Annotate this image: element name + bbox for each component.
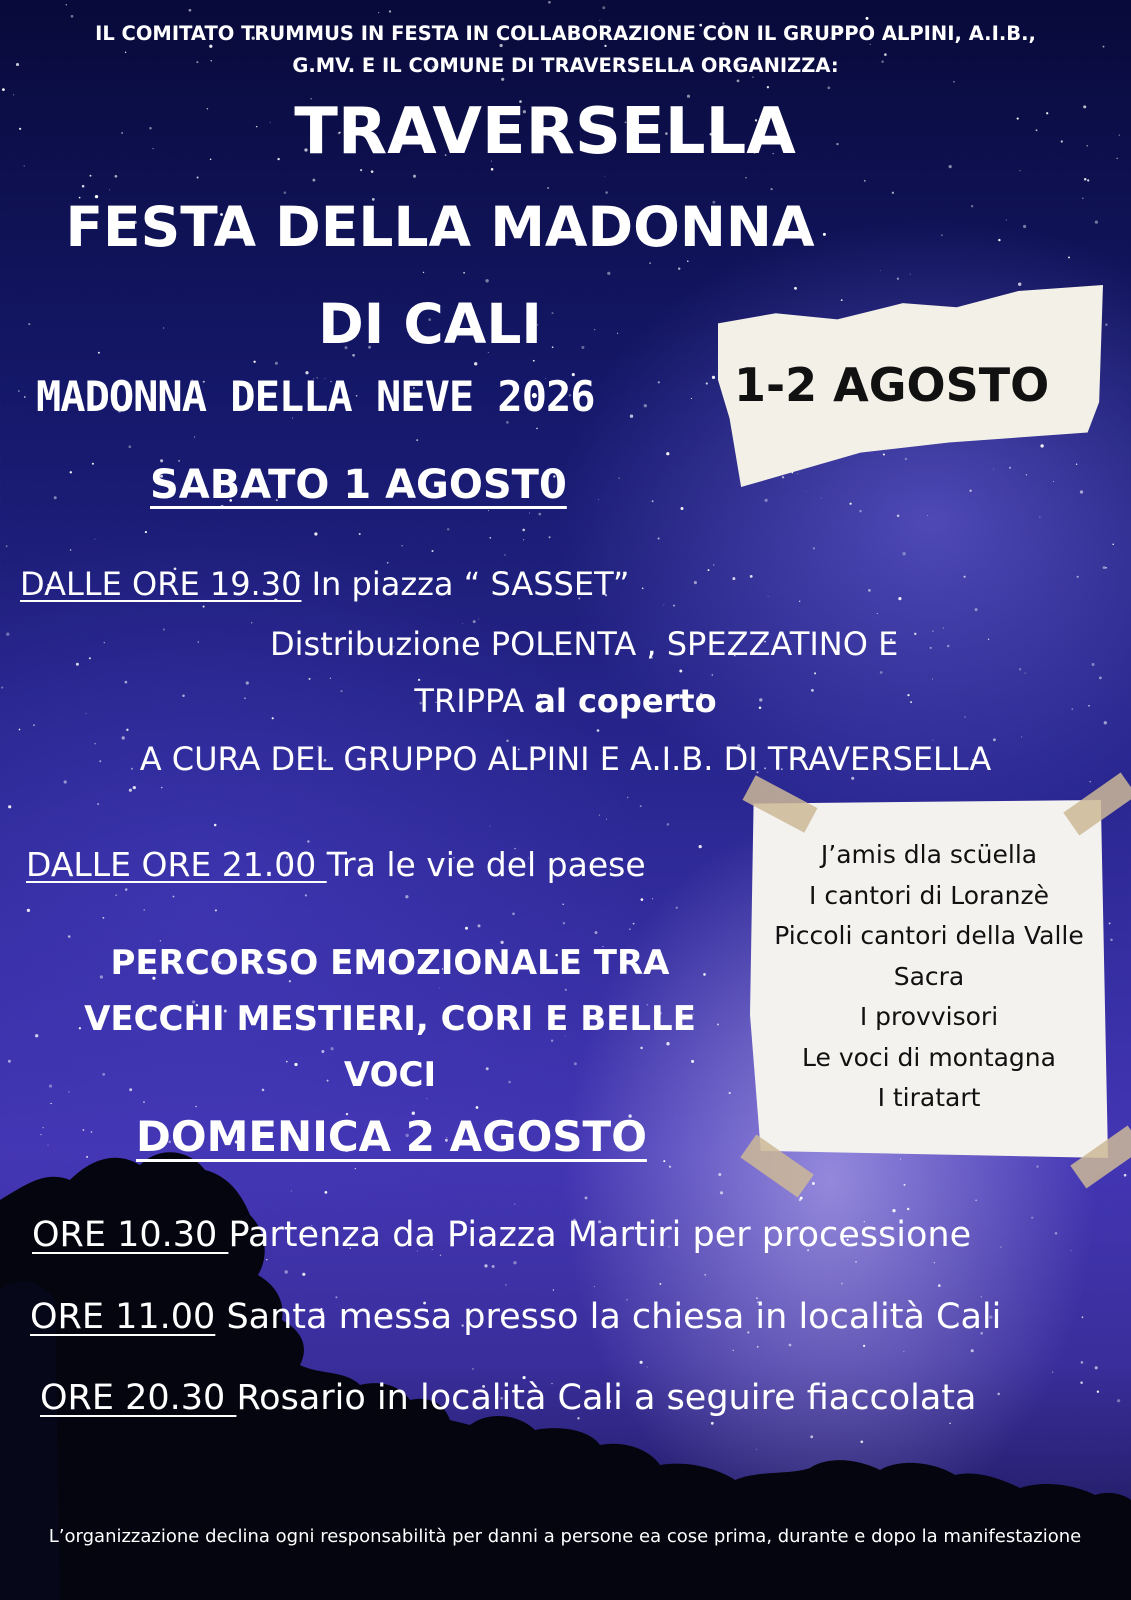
- sasset-place: In piazza “ SASSET”: [301, 565, 630, 603]
- choir-item: J’amis dla scüella: [820, 840, 1038, 869]
- event-time: ORE 20.30: [40, 1378, 237, 1418]
- organizers-line-1: IL COMITATO TRUMMUS IN FESTA IN COLLABORAZIONE CON IL GRUPPO ALPINI, A.I.B.,: [95, 22, 1036, 45]
- organizers-line-2: G.MV. E IL COMUNE DI TRAVERSELLA ORGANIZZA:: [292, 54, 839, 77]
- town-title: TRAVERSELLA: [294, 95, 796, 169]
- event-time: ORE 10.30: [32, 1215, 229, 1255]
- village-streets-place: Tra le vie del paese: [326, 845, 646, 884]
- choir-item: I cantori di Loranzè: [809, 880, 1049, 910]
- event-text: Partenza da Piazza Martiri per processione: [228, 1215, 972, 1255]
- sunday-event-mass: [30, 1297, 1125, 1337]
- saturday-dinner-time: [20, 565, 780, 603]
- madonna-della-neve-subtitle: MADONNA DELLA NEVE 2026: [36, 372, 595, 421]
- event-text: Santa messa presso la chiesa in località Cali: [215, 1297, 1002, 1337]
- choir-item: Le voci di montagna: [802, 1042, 1056, 1072]
- choir-list: [750, 835, 1108, 1119]
- event-time: ORE 11.00: [30, 1297, 216, 1337]
- sunday-event-procession: [32, 1215, 1122, 1255]
- choir-item: I provvisori: [859, 1002, 999, 1031]
- al-coperto-text: al coperto: [534, 682, 717, 720]
- organizers-header: [0, 18, 1131, 82]
- time-21-00: DALLE ORE 21.00: [26, 845, 327, 884]
- organized-by-line: A CURA DEL GRUPPO ALPINI E A.I.B. DI TRAVERSELLA: [139, 740, 992, 778]
- festa-title-line-2: DI CALI: [318, 292, 542, 356]
- emotional-route-description: PERCORSO EMOZIONALE TRA VECCHI MESTIERI, CORI E BELLE VOCI: [84, 943, 696, 1095]
- food-distribution-line-1: Distribuzione POLENTA , SPEZZATINO E: [270, 625, 899, 663]
- sunday-event-rosary: [40, 1378, 1125, 1418]
- choir-item: Piccoli cantori della Valle Sacra: [774, 921, 1084, 991]
- disclaimer: L’organizzazione declina ogni responsabilità per danni a persone ea cose prima, durante e dopo la manifestazione: [48, 1526, 1082, 1547]
- sunday-heading: DOMENICA 2 AGOSTO: [136, 1112, 647, 1161]
- event-dates: 1-2 AGOSTO: [734, 358, 1050, 412]
- food-distribution-line-2: [0, 682, 1131, 720]
- event-text: Rosario in località Cali a seguire fiaccolata: [236, 1378, 977, 1418]
- choir-item: I tiratart: [877, 1083, 981, 1112]
- festa-title-line-1: FESTA DELLA MADONNA: [65, 195, 815, 259]
- saturday-heading: SABATO 1 AGOST0: [150, 462, 567, 508]
- time-19-30: DALLE ORE 19.30: [20, 565, 302, 603]
- trippa-text: TRIPPA: [414, 682, 535, 720]
- saturday-walk-time: [26, 845, 766, 884]
